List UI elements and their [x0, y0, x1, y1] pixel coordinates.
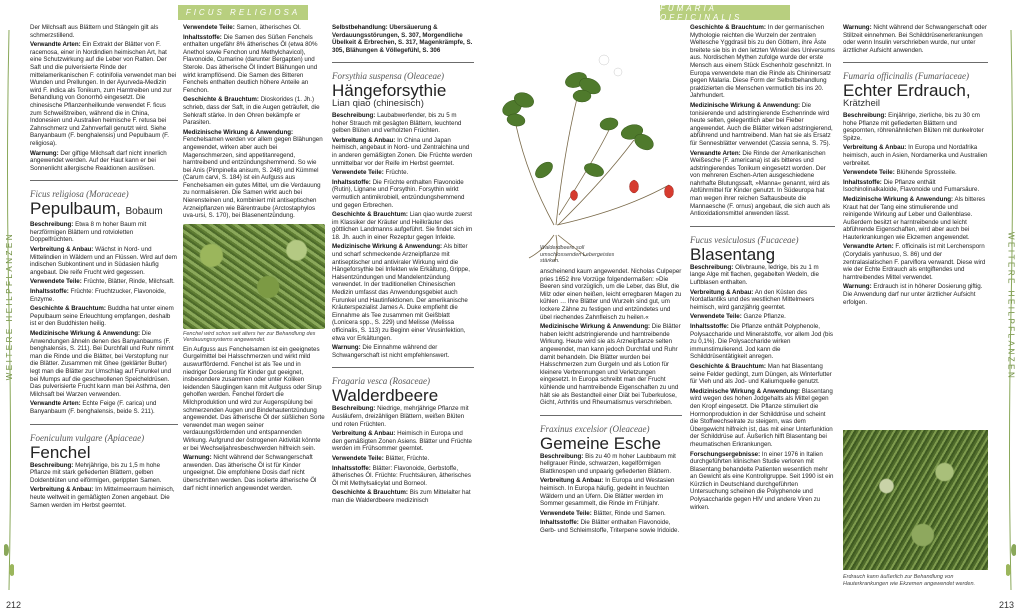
- label: Beschreibung:: [843, 111, 887, 119]
- text: In China und Japan heimisch, angebaut in Nord- und Zentralchina und in anderen gemäßigten Zonen. Die Früchte werden unmittelbar vor der Reife im Herbst geerntet.: [332, 136, 473, 167]
- label: Inhaltsstoffe:: [843, 178, 882, 186]
- column-3: [332, 24, 474, 609]
- text: Die Blätter enthalten Flavonoide, Gerb- und Schleimstoffe, Triterpene sowie Iridoide.: [540, 519, 680, 535]
- entry-pepulbaum: [30, 180, 178, 415]
- label: Verbreitung & Anbau:: [843, 144, 907, 152]
- entry-subtitle: Krätzheil: [843, 98, 880, 110]
- text: Fenchelsamen werden vor allem gegen Blähungen angewendet, wirken aber auch bei Magenschmerzen, sind appetitanregend, harntreibend und entzündungshemmend. So wie bei Anis (Pimpinella anisum, S. 248) und Kümmel (Carum carvi, S. 184) ist ein Aufguss aus Fenchelsamen ein gutes Mittel, um die Verdauung zu normalisieren. Die Samen wirkt auch bei Nierensteinen und, kombiniert mit antiseptischen Arzneipflanzen wie Bärentraube (Arctostaphylos uva-ursi, S. 170), bei Blasenentzündung.: [183, 136, 323, 220]
- label: Verbreitung & Anbau:: [690, 288, 754, 296]
- entry-erdrauch: [843, 62, 988, 306]
- text: Die Anwendungen ähneln denen des Banyanbaums (F. benghalensis, S. 211). Bei Durchfall und Ruhr nimmt man die Rinde und die Blätter, bei Verstopfung nur die Blätter. Zusammen mit Ghee (geklärter Butter) legt man die Blätter zur Umschlag auf Furunkel und bei Mumps auf die geschwollenen Speicheldrüsen. Das pulverisierte Frucht kann man bei Asthma, den Milchsaft bei Warzen verwenden.: [30, 330, 174, 398]
- text: Die Pflanze enthält Isochinolinalkaloide, Flavonoide und Fumarsäure.: [843, 178, 980, 194]
- text: In der germanischen Mythologie reichten die Wurzeln der zentralen Weltesche Yggdrasil bis zu den Göttern, ihre Äste breitete sie bis in den letzten Winkel des Universums aus. Nordischen Mythen zufolge wurde der erste Mensch aus einem Stück Eschenholz geschnitzt. In Europa verwendete man die Rinde als Chininersatz gegen Malaria. Diese Form der Selbstbehandlung praktizierten die Menschen vermutlich bis ins 20. Jahrhundert.: [690, 24, 835, 100]
- label: Verwendete Teile:: [30, 278, 82, 286]
- entry-gemeine-esche: [540, 415, 682, 535]
- latin-name: Foeniculum vulgare (Apiaceae): [30, 432, 145, 443]
- label: Geschichte & Brauchtum:: [30, 305, 106, 313]
- column-1: [30, 24, 178, 609]
- label: Geschichte & Brauchtum:: [690, 24, 766, 31]
- header-left-text: FICUS RELIGIOSA: [185, 8, 301, 17]
- entry-title: Pepulbaum, Bobaum: [30, 199, 163, 219]
- latin-name: Fumaria officinalis (Fumariaceae): [843, 71, 969, 82]
- label: Warnung:: [332, 344, 361, 352]
- label: Geschichte & Brauchtum:: [690, 362, 766, 370]
- text: Nicht während der Schwangerschaft oder Stillzeit einnehmen. Bei Schilddrüsenerkrankungen oder wenn Insulin verschrieben wurde, nur unter ärztlicher Aufsicht anwenden.: [843, 24, 987, 54]
- entry-title: Walderdbeere: [332, 386, 439, 406]
- text: Blätter, Früchte.: [385, 454, 430, 462]
- label: Medizinische Wirkung & Anwendung:: [690, 387, 801, 395]
- text: Die Blätter haben leicht adstringierende und harntreibende Wirkung. Heute wird sie als Arzneipflanze selten angewendet, man kann jedoch Durchfall und Ruhr damit behandeln. Die Blätter wurden bei Halsschmerzen zum Gurgeln und als Lotion für kleinere Verbrennungen und Verletzungen eingesetzt. In Europa schreibt man der Frucht kühlende und harntreibende Eigenschaften zu und hält sie als Bestandteil einer Diät bei Tuberkulose, Gicht, Arthritis und Rheumatismus verschrieben.: [540, 323, 681, 407]
- column-5: [540, 268, 682, 609]
- text: Früchte: Fruchtzucker, Flavonoide, Enzyme.: [30, 288, 166, 303]
- label: Verwandte Arten:: [30, 400, 81, 408]
- label: Verbreitung & Anbau:: [332, 430, 396, 438]
- strawberry-plant-illustration: [484, 20, 684, 265]
- erdrauch-photo-caption: Erdrauch kann äußerlich zur Behandlung von Hauterkrankungen wie Ekzemen angewendet werden.: [843, 574, 976, 587]
- label: Warnung:: [843, 24, 872, 31]
- plant-caption: Walderdbeere soll umschlossenden Lebergeistes stärken.: [540, 245, 615, 264]
- text: Mehrjährige, bis zu 1,5 m hohe Pflanze mit stark gefiederten Blättern, gelben Doldenblüten und eiförmigen, gerippten Samen.: [30, 461, 162, 484]
- text: Echte Feige (F. carica) und Banyanbaum (F. benghalensis, beide S. 211).: [30, 400, 157, 415]
- text: Der giftige Milchsaft darf nicht innerlich angewendet werden. Auf der Haut kann er bei Sonnenlicht allergische Reaktionen auslösen.: [30, 149, 167, 172]
- label: Beschreibung:: [332, 405, 376, 413]
- margin-label-right: WEITERE HEILPFLANZEN: [1006, 232, 1016, 381]
- label: Beschreibung:: [690, 263, 734, 271]
- text: Die Früchte enthalten Flavonoide (Rutin), Lignane und Forsythin. Forsythin wirkt vermutlich antimikrobiell, entzündungshemmend und gegen Erbrechen.: [332, 178, 465, 209]
- text: In einer 1976 in Italien durchgeführten klinischen Studie verloren mit Blasentang behandelte Patienten wesentlich mehr an Gewicht als eine Kontrollgruppe. Seit 1990 ist ein Kürzlich in Deutschland durchgeführten Untersuchung scheinen die Polyphenole und Polysaccharide gegen HIV und andere Viren zu wirken.: [690, 450, 834, 511]
- label: Medizinische Wirkung & Anwendung:: [30, 330, 141, 337]
- vine-ornament-right: [1006, 30, 1016, 590]
- text: Bis zu 40 m hoher Laubbaum mit hellgrauer Rinde, schwarzen, kegelförmigen Blattknospen und unpaarig gefiederten Blättern.: [540, 452, 676, 475]
- text: Blasentang wird wegen des hohen Jodgehalts als Mittel gegen den Kropf eingesetzt. Die Pflanze stimuliert die Hormonproduktion in der Schilddrüse und scheint die Stoffwechselrate zu steigern, was dem Übergewicht hilfreich ist, das mit einer Unterfunktion der Schilddrüse auf. Äußerlich hilft Blasentang bei rheumatischen Erkrankungen.: [690, 387, 833, 448]
- label: Inhaltsstoffe:: [332, 178, 371, 186]
- text: Niedrige, mehrjährige Pflanze mit Ausläufern, dreizähligen Blättern, weißen Blüten und roten Früchten.: [332, 405, 469, 428]
- label: Selbstbehandlung:: [332, 24, 388, 31]
- entry-title: Fenchel: [30, 442, 91, 462]
- label: Verwandte Arten:: [690, 149, 741, 157]
- text: Olivbraune, ledrige, bis zu 1 m lange Alge mit flachen, gegabelten Wedeln, die Luftblasen enthalten.: [690, 263, 819, 287]
- text: In Europa und Westasien heimisch. In Europa häufig, gedeiht in feuchten Wäldern und an Ufern. Die Blätter werden im Sommer gesammelt, die Rinde im Frühjahr.: [540, 477, 675, 508]
- label: Verwendete Teile:: [540, 509, 592, 517]
- running-header-right: [660, 5, 790, 20]
- label: Inhaltsstoffe:: [183, 33, 222, 41]
- entry-title: Hängeforsythie: [332, 81, 447, 101]
- text: Bis zum Mittelalter hat man die Walderdbeere medizinisch: [332, 489, 471, 504]
- label: Beschreibung:: [332, 111, 376, 119]
- text: Die Samen des Süßen Fenchels enthalten ungefähr 8% ätherisches Öl (etwa 80% Anethol sowie Fenchon und Methylchavicol), Flavonoide, Cumarine (darunter Bergapten) und Sterole. Das ätherische Öl lindert Blähungen und wirkt krampflösend. Die Samen des Bitteren Fenchels enthalten deutlich höhere Anteile an Fenchon.: [183, 33, 318, 94]
- column-6: [690, 24, 835, 609]
- text: Laubabwerfender, bis zu 5 m hoher Strauch mit gesägten Blättern, leuchtend gelben Blüten und verholzten Früchten.: [332, 111, 462, 135]
- erdrauch-photo: [843, 430, 988, 570]
- text: Buddha hat unter einem Pepulbaum seine Erleuchtung empfangen, deshalb ist er den Buddhisten heilig.: [30, 305, 174, 328]
- label: Geschichte & Brauchtum:: [183, 96, 259, 104]
- label: Verwandte Arten:: [843, 243, 894, 251]
- label: Warnung:: [183, 454, 212, 462]
- text: In Europa und Nordafrika heimisch, auch in Asien, Nordamerika und Australien verbreitet.: [843, 144, 988, 167]
- label: Verbreitung & Anbau:: [30, 486, 94, 494]
- label: Verbreitung & Anbau:: [30, 246, 94, 254]
- label: Verwendete Teile:: [332, 454, 384, 462]
- entry-title: Blasentang: [690, 244, 776, 264]
- text: Blühende Sprossteile.: [896, 169, 957, 177]
- text: Die Einnahme während der Schwangerschaft ist nicht empfehlenswert.: [332, 344, 450, 359]
- column-2: [183, 24, 325, 609]
- label: Forschungsergebnisse:: [690, 450, 761, 458]
- entry-walderdbeere: [332, 367, 474, 504]
- label: Verwandte Arten:: [30, 41, 81, 49]
- latin-name: Fucus vesiculosus (Fucaceae): [690, 234, 799, 245]
- label: Medizinische Wirkung & Anwendung:: [332, 243, 443, 251]
- entry-fenchel: [30, 424, 178, 510]
- text: Man hat Blasentang seine Felder gedüngt, zum Düngen, als Winterfutter für Vieh und als Jod- und Kaliumquelle genutzt.: [690, 362, 832, 386]
- running-header-left: [178, 5, 308, 20]
- text: Erdrauch ist in höherer Dosierung giftig. Die Anwendung darf nur unter ärztlicher Aufsicht erfolgen.: [843, 283, 983, 306]
- text: Etwa 8 m hoher Baum mit herzförmigen Blättern und rotvioletten Doppelfrüchten.: [30, 221, 147, 244]
- label: Verwendete Teile:: [690, 313, 742, 321]
- entry-subtitle: Lian qiao (chinesisch): [332, 98, 424, 110]
- text: Wächst in Nord- und Mittelindien in Wäldern und an Flüssen. Wird auf dem indischen Subkontinent und in Südasien häufig angebaut. Die reife Frucht wird gegessen.: [30, 246, 177, 276]
- label: Verwendete Teile:: [843, 169, 895, 177]
- page-number-right: 213: [998, 600, 1014, 610]
- entry-title: Gemeine Esche: [540, 433, 661, 453]
- label: Warnung:: [843, 283, 872, 291]
- label: Inhaltsstoffe:: [690, 323, 729, 330]
- entry-blasentang: [690, 226, 835, 511]
- label: Medizinische Wirkung & Anwendung:: [183, 128, 294, 136]
- label: Beschreibung:: [30, 461, 74, 469]
- label: Medizinische Wirkung & Anwendung:: [843, 195, 954, 203]
- text: Übersäuerung & Verdauungsstörungen, S. 307, Morgendliche Übelkeit & Erbrechen, S. 317, Magenkrämpfe, S. 305, Blähungen & Völlegefühl, S. 306: [332, 24, 473, 54]
- vine-ornament-left: [4, 30, 14, 590]
- label: Verwendete Teile:: [183, 24, 235, 31]
- text: Die Rinde der Amerikanischen Weißesche (F. americana) ist als bitteres und adstringierendes Tonikum eingesetzt worden. Der von mehreren Eschen-Arten ausgeschiedene nahrhafte Blutungssaft, »Manna« genannt, wird als Abführmittel für Kinder genutzt. In Südeuropa hat man wegen ihrer reichen Saftausbeute die Mannaesche (F. ornus) angebaut, die sich auch als Antioxidationsmittel anwenden lässt.: [690, 149, 830, 218]
- text: Einjährige, zierliche, bis zu 30 cm hohe Pflanze mit gefiederten Blättern und gespornten, röhrenähnlichen Blüten mit dunkelroter Spitze.: [843, 111, 984, 142]
- label: Medizinische Wirkung & Anwendung:: [690, 101, 801, 109]
- text: Nicht während der Schwangerschaft anwenden. Das ätherische Öl ist für Kinder ungeeignet. Die empfohlene Dosis darf nicht überschritten werden. Das isolierte ätherische Öl darf nicht innerlich angewendet werden.: [183, 454, 317, 492]
- label: Geschichte & Brauchtum:: [332, 489, 408, 497]
- text: Ein Extrakt der Blätter von F. racemosa, einer in Nordindien heimischen Art, hat eine Schutzwirkung auf die Leber von Ratten. Der Saft und die pulverisierte Rinde der mittelamerikanischen F. cotinifolia verwendet man bei Wunden und Prellungen. In der Ayurveda-Medizin wird F. indica als Tonikum, zum Harntreiben und zur Behandlung von Gonorrhö eingesetzt. Die chinesische Pflanzenheilkunde verwendet F. ficus zum Schweißtreiben, während die in China, Indonesien und Australien heimische F. retusa bei Zahnschmerz und Zahnverfall genutzt wird. Siehe Banyanbaum (F. benghalensis) und Pepulbaum (F. religiosa).: [30, 41, 177, 147]
- label: Inhaltsstoffe:: [332, 464, 371, 472]
- header-right-text: FUMARIA OFFICINALIS: [660, 3, 743, 22]
- entry-forsythie: [332, 62, 474, 359]
- latin-name: Ficus religiosa (Moraceae): [30, 189, 129, 200]
- text: Ganze Pflanze.: [743, 313, 786, 321]
- label: Verwendete Teile:: [332, 169, 384, 177]
- label: Geschichte & Brauchtum:: [332, 211, 408, 219]
- text: Lian qiao wurde zuerst im Klassiker der Kräuter und Heilkräuter des göttlichen Landmanns aufgeführt. Sie findet sich im 18. Jh. auch in einer Rezeptur gegen Infekte.: [332, 211, 473, 241]
- label: Inhaltsstoffe:: [540, 519, 579, 527]
- label: Inhaltsstoffe:: [30, 288, 69, 296]
- text: Früchte, Blätter, Rinde, Milchsaft.: [83, 278, 175, 286]
- label: Warnung:: [30, 149, 59, 157]
- text: Früchte.: [385, 169, 409, 177]
- page-number-left: 212: [6, 600, 22, 610]
- intro-text: Der Milchsaft aus Blättern und Stängeln gilt als schmerzstillend.: [30, 24, 159, 39]
- text: Als bitteres Kraut hat der Tang eine stimulierende und reinigende Wirkung auf Leber und Gallenblase. Außerdem besitzt er harntreibende und leicht abführende Eigenschaften, wird aber auch bei Hauterkrankungen wie Ekzemen angewendet.: [843, 195, 986, 241]
- text: Ein Aufguss aus Fenchelsamen ist ein geeignetes Gurgelmittel bei Halsschmerzen und wirkt mild auswurffördernd. Fenchel ist als Tee und in niedriger Dosierung für Kinder gut geeignet, insbesondere zusammen oder unter Koliken leidenden Säuglingen kann mit Aufguss oder Sirup geholfen werden. Fenchel fördert die Milchproduktion und wird zur Augenspülung bei schmerzenden Augen und Bindehautentzündung angewendet. Das ätherische Öl der süßlichen Sorte verwendet man wegen seiner verdauungsfördernden und entspannenden Wirkung. Aufgrund der östrogenen Aktivität könnte er bei Wechseljahresbeschwerden hilfreich sein.: [183, 345, 325, 452]
- text: Dioskorides (1. Jh.) schrieb, dass der Saft, in die Augen geträufelt, die Sehkraft stärke. In den Ohren bekämpfe er Parasiten.: [183, 96, 320, 127]
- latin-name: Fraxinus excelsior (Oleaceae): [540, 423, 650, 434]
- entry-title: Echter Erdrauch,: [843, 81, 971, 101]
- label: Beschreibung:: [30, 221, 74, 229]
- text: Samen, ätherisches Öl.: [236, 24, 301, 31]
- text: Als bitter und scharf schmeckende Arzneipflanze mit antiseptischer und antiviraler Wirkung wird die Hängeforsythie bei Infekten wie Erkältung, Grippe, Halsentzündungen und Mandelentzündung verwendet. In der traditionellen Chinesischen Medizin umfasst das Anwendungsgebiet auch Furunkel und Hautinfektionen. Der amerikanische Kräuterspezialist James A. Duke empfiehlt die Einnahme als Tee zusammen mit Geißblatt (Lonicera spp., S. 229) und Melisse (Melissa officinalis, S. 113) zu Beginn einer Virusinfektion, etwa vor Erkältungen.: [332, 243, 470, 342]
- fennel-photo: [183, 224, 325, 329]
- latin-name: Fragaria vesca (Rosaceae): [332, 376, 430, 387]
- text: Die tonisierende und adstringierende Eschenrinde wird heute selten, gelegentlich aber bei Fieber angewendet. Auch die Blätter wirken adstringierend, abführend und harntreibend. Man hat sie als Ersatz für Sennesblätter verwendet (Cassia senna, S. 75).: [690, 101, 833, 147]
- latin-name: Forsythia suspensa (Oleaceae): [332, 71, 444, 82]
- margin-label-left: WEITERE HEILPFLANZEN: [4, 232, 14, 381]
- text: Im Mittelmeerraum heimisch, heute weltweit in gemäßigten Zonen angebaut. Die Samen werden im Herbst geerntet.: [30, 486, 175, 509]
- text: F. officinalis ist mit Lerchensporn (Corydalis yanhusuo, S. 86) und der zentralasiatischen F. parviflora verwandt. Diese wird wie der Echte Erdrauch als entgiftendes und harntreibendes Mittel verwendet.: [843, 243, 986, 281]
- label: Medizinische Wirkung & Anwendung:: [540, 323, 651, 331]
- label: Verbreitung & Anbau:: [540, 477, 604, 485]
- text: An den Küsten des Nordatlantiks und des westlichen Mittelmeers heimisch, wird ganzjährig geerntet.: [690, 288, 815, 311]
- label: Verbreitung & Anbau:: [332, 136, 396, 144]
- label: Beschreibung:: [540, 452, 584, 460]
- text: Blätter, Rinde und Samen.: [593, 509, 666, 517]
- column-7: [843, 24, 988, 425]
- text: Heimisch in Europa und den gemäßigten Zonen Asiens. Blätter und Früchte werden im Frühsommer geerntet.: [332, 430, 472, 453]
- text: Die Pflanze enthält Polyphenole, Polysaccharide und Mineralstoffe, vor allem Jod (bis zu 0,1%). Die Polysaccharide wirken immunstimulierend. Jod kann die Schilddrüsentätigkeit anregen.: [690, 323, 833, 361]
- photo-caption: Fenchel wird schon seit alters her zur Behandlung des Verdauungssystems angewendet.: [183, 330, 316, 344]
- text: Blätter: Flavonoide, Gerbstoffe, ätherisches Öl. Früchte: Fruchtsäuren, ätherisches Öl mit Methylsalicylat und Borneol.: [332, 464, 471, 487]
- text: anscheinend kaum angewendet. Nicholas Culpeper pries 1652 ihre Vorzüge folgendermaßen: »Die Beeren sind vorzüglich, um die Leber, das Blut, die Milz oder einen heißen, leicht erregbaren Magen zu kühlen … Ihre Blätter und Wurzeln sind gut, um lockere Zähne zu festigen und entzündetes und übel riechendes Zahnfleisch zu heilen.«: [540, 268, 682, 321]
